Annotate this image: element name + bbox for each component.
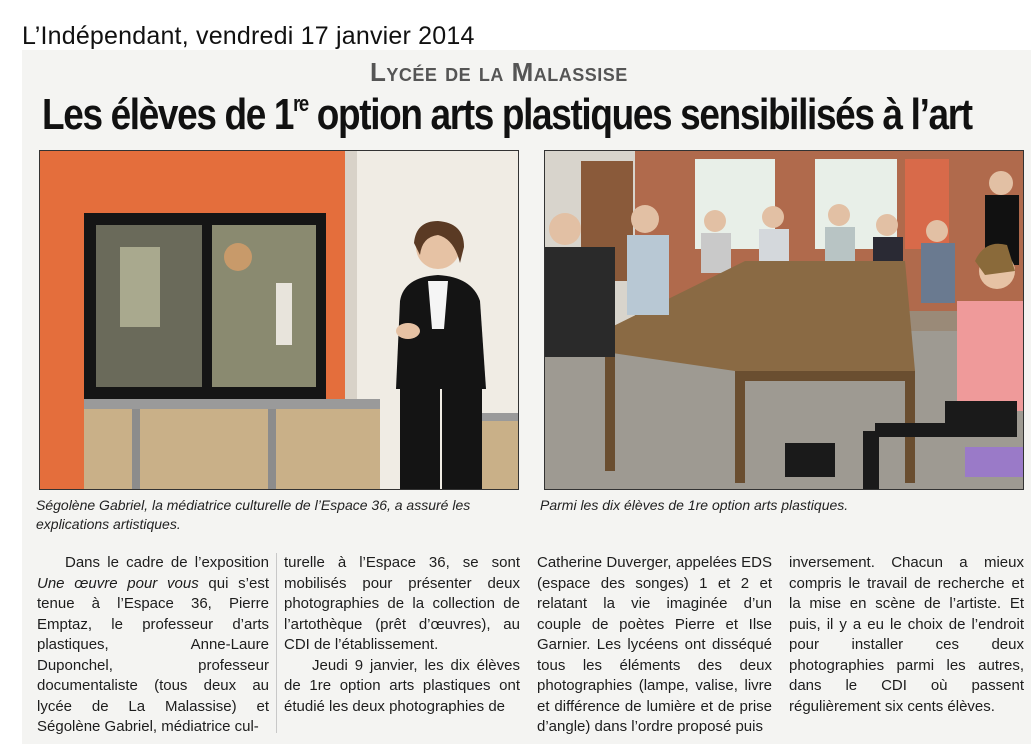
col2-paragraph-2: Jeudi 9 janvier, les dix élèves de 1re option arts plastiques ont étudié les deux photographies de — [284, 656, 520, 715]
photo-mediator — [39, 150, 519, 490]
headline-end: option arts plastiques sensibilisés à l’art — [307, 90, 972, 139]
newspaper-clipping — [22, 50, 1031, 744]
photo-students — [544, 150, 1024, 490]
article-column-2 — [284, 553, 520, 717]
exhibition-title: Une œuvre pour vous — [37, 574, 199, 592]
article-column-3: Catherine Duverger, appelées EDS (espace des songes) 1 et 2 et relatant la vie imaginée d’un couple de poètes Pierre et Ilse Garnier. Les lycéens ont disséqué tous les éléments des deux photographies (lampe, valise, livre et différence de lumière et de prise d’angle) dans l’ordre proposé puis — [537, 554, 772, 735]
article-column-1 — [37, 553, 269, 738]
source-line: L’Indépendant, vendredi 17 janvier 2014 — [22, 22, 475, 50]
caption-left: Ségolène Gabriel, la médiatrice culturelle de l’Espace 36, a assuré les explications artistiques. — [36, 497, 471, 532]
col1-text-end: qui s’est tenue à l’Espace 36, Pierre Emptaz, le professeur d’arts plastiques, Anne-Laure Duponchel, professeur documentaliste (tous deux au lycée de La Malassise) et Ségolène Gabriel, médiatrice cul- — [37, 574, 269, 735]
photo-mediator-illustration — [40, 151, 519, 490]
caption-right: Parmi les dix élèves de 1re option arts plastiques. — [540, 497, 849, 513]
photo-students-illustration — [545, 151, 1024, 490]
column-rule — [276, 553, 277, 733]
article-column-4: inversement. Chacun a mieux compris le travail de recherche et la mise en scène de l’artiste. Et puis, il y a eu le choix de l’endroit pour installer ces deux photographies parmi les autres, dans le CDI où passent régulièrement six cents élèves. — [789, 554, 1024, 715]
headline-superscript: re — [293, 91, 308, 116]
headline — [42, 90, 972, 140]
kicker: Lycée de la Malassise — [370, 57, 628, 87]
col2-paragraph-1: turelle à l’Espace 36, se sont mobilisés pour présenter deux photographies de la collection de l’artothèque (prêt d’œuvres), au CDI de l’établissement. — [284, 554, 520, 653]
headline-start: Les élèves de 1 — [42, 90, 294, 139]
col1-text-start: Dans le cadre de l’exposition — [65, 554, 269, 571]
